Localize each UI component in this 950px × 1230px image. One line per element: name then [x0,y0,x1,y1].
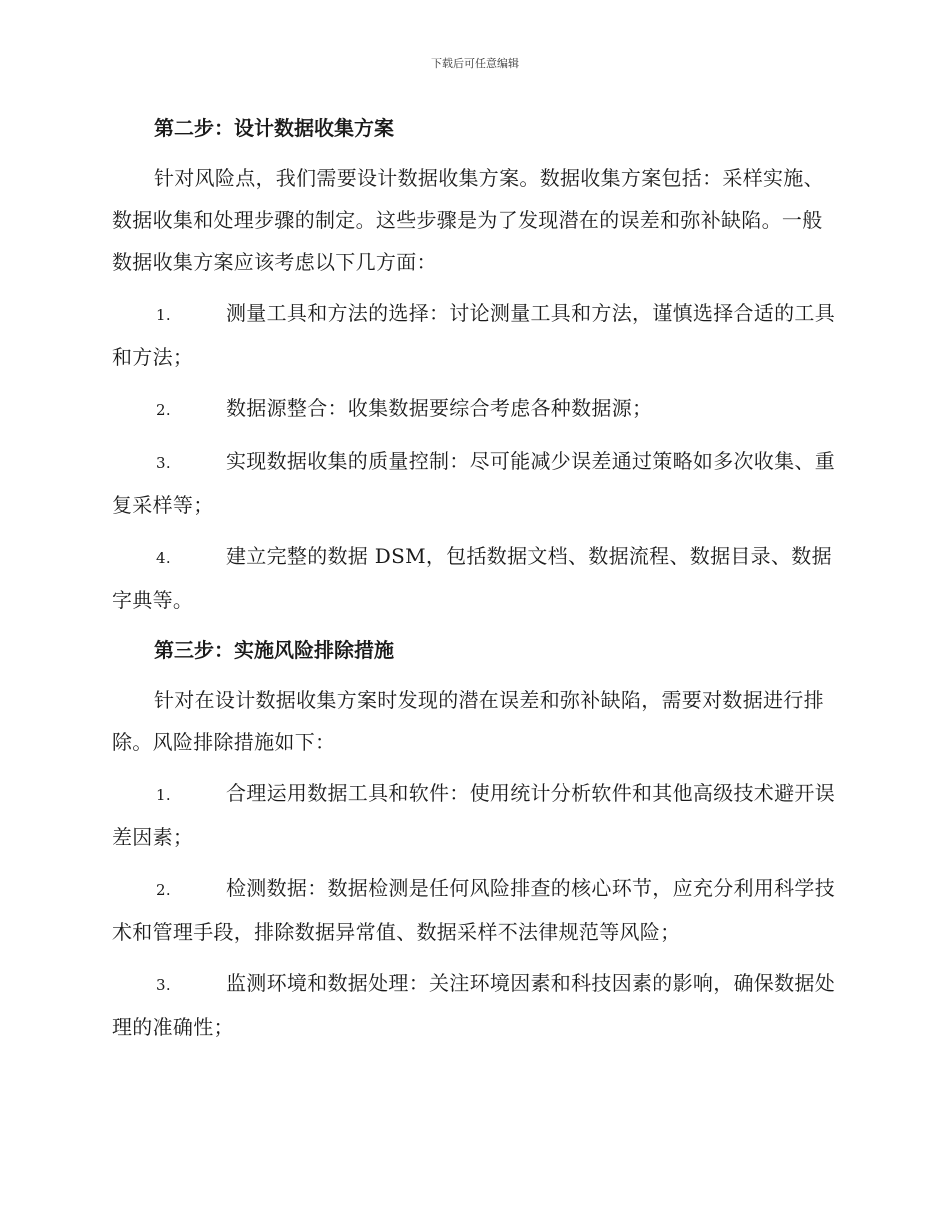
list-text: 监测环境和数据处理：关注环境因素和科技因素的影响，确保数据处理的准确性； [112,971,835,1039]
list-item [112,867,840,953]
page-header: 下载后可任意编辑 [431,57,519,70]
list-number: 1. [156,306,171,324]
list-item [112,535,840,621]
section-3-intro: 针对在设计数据收集方案时发现的潜在误差和弥补缺陷，需要对数据进行排除。风险排除措施如下： [112,688,824,754]
list-number: 1. [156,786,171,804]
list-number: 2. [156,401,171,419]
list-item [112,962,840,1048]
list-number: 3. [156,454,171,472]
list-text: 合理运用数据工具和软件：使用统计分析软件和其他高级技术避开误差因素； [112,781,835,849]
document-body [112,108,840,1057]
list-number: 3. [156,976,171,994]
section-heading-step-3: 第三步：实施风险排除措施 [154,638,394,662]
list-number: 4. [156,549,171,567]
section-2-intro: 针对风险点，我们需要设计数据收集方案。数据收集方案包括：采样实施、数据收集和处理步骤的制定。这些步骤是为了发现潜在的误差和弥补缺陷。一般数据收集方案应该考虑以下几方面： [112,166,824,274]
list-text: 建立完整的数据 DSM，包括数据文档、数据流程、数据目录、数据字典等。 [112,544,832,612]
list-item [112,292,840,378]
list-text: 实现数据收集的质量控制：尽可能减少误差通过策略如多次收集、重复采样等； [112,449,835,517]
list-text: 测量工具和方法的选择：讨论测量工具和方法，谨慎选择合适的工具和方法； [112,301,835,369]
section-heading-step-2: 第二步：设计数据收集方案 [154,116,394,140]
list-text: 检测数据：数据检测是任何风险排查的核心环节，应充分利用科学技术和管理手段，排除数据异常值、数据采样不法律规范等风险； [112,876,835,944]
list-text: 数据源整合：收集数据要综合考虑各种数据源； [226,396,653,420]
list-item [112,440,840,526]
list-number: 2. [156,881,171,899]
list-item [112,387,840,431]
list-item [112,772,840,858]
